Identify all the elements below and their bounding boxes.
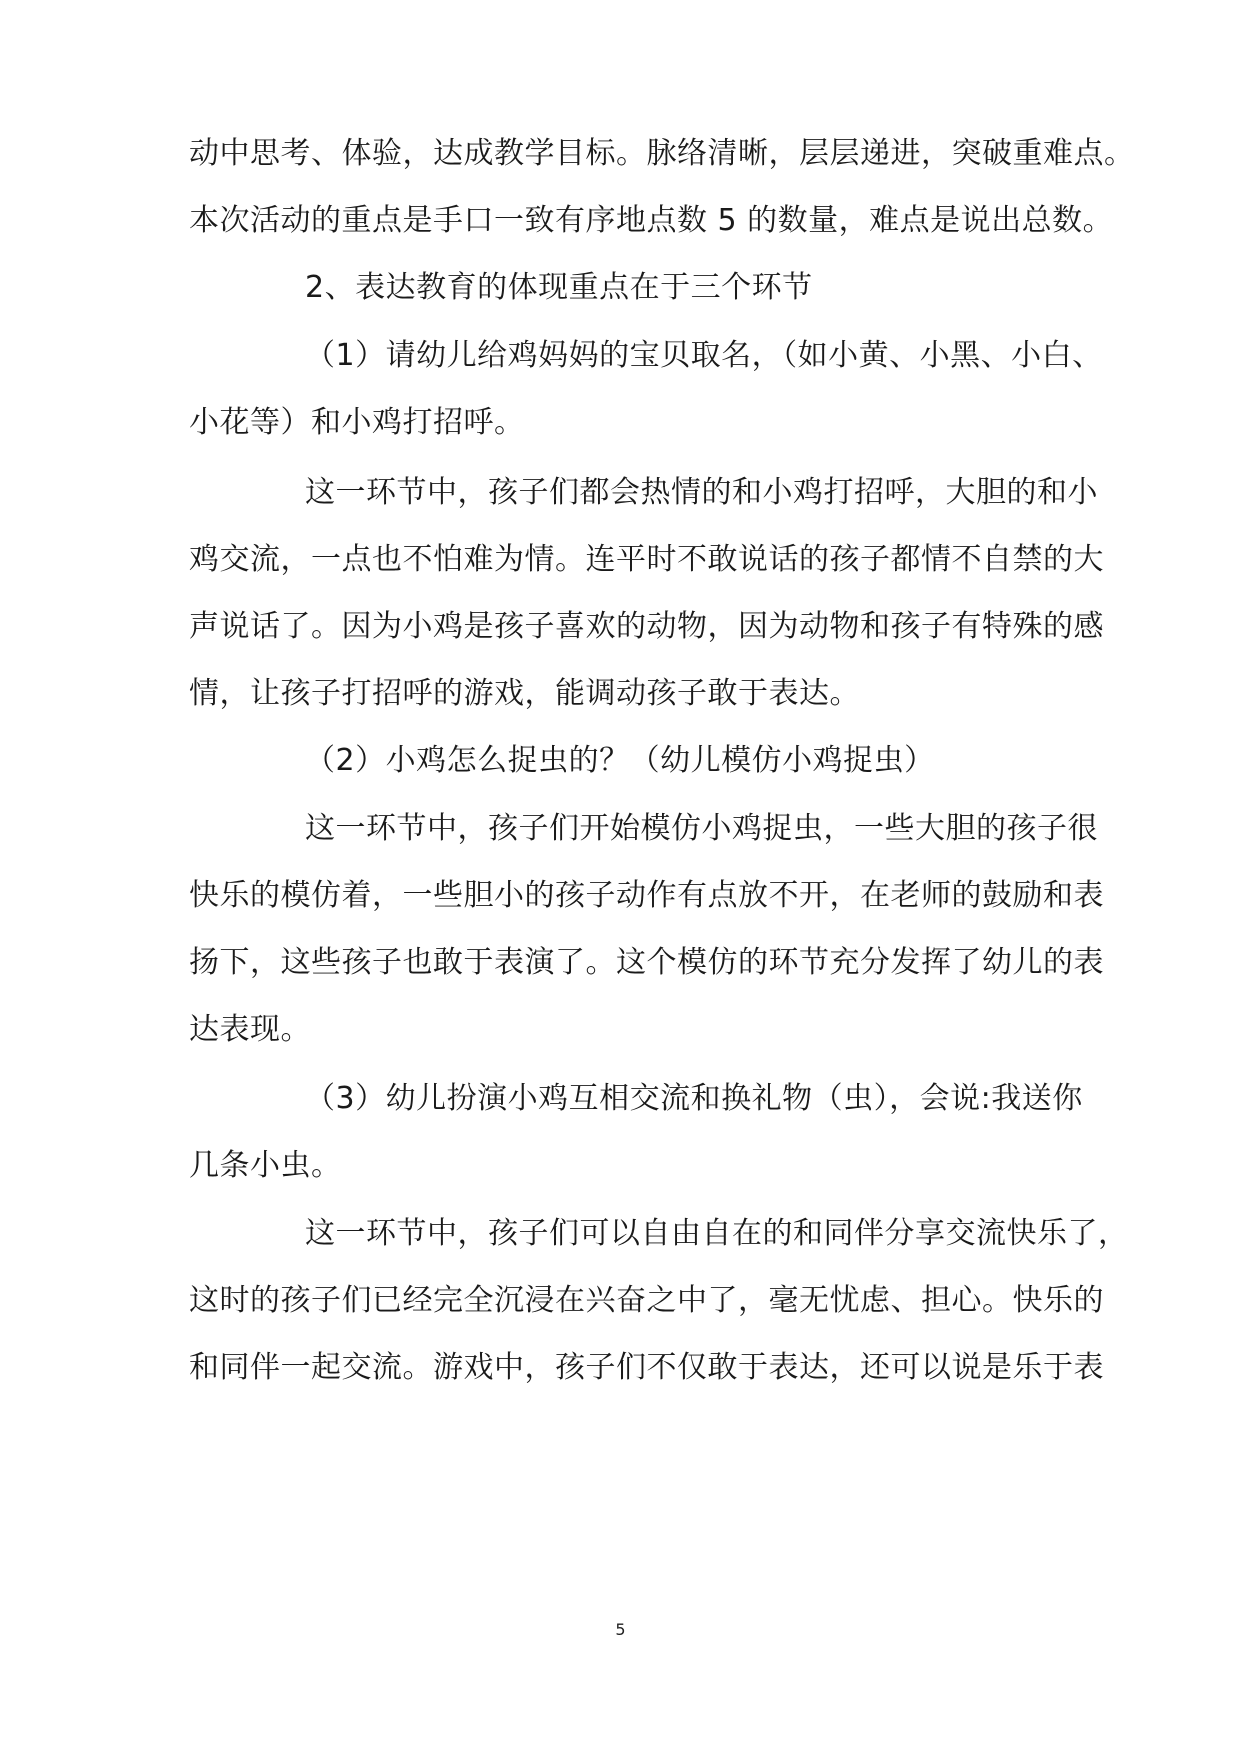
text-line: 鸡交流，一点也不怕难为情。连平时不敢说话的孩子都情不自禁的大 <box>189 542 1104 577</box>
text-line: 扬下，这些孩子也敢于表演了。这个模仿的环节充分发挥了幼儿的表 <box>189 945 1104 980</box>
text-line: 达表现。 <box>189 1012 311 1047</box>
paragraph-first-line: 这一环节中，孩子们可以自由自在的和同伴分享交流快乐了， <box>305 1216 1129 1251</box>
subsection-heading: （2）小鸡怎么捉虫的？（幼儿模仿小鸡捉虫） <box>305 743 935 778</box>
text-line: 小花等）和小鸡打招呼。 <box>189 405 525 440</box>
text-line: 快乐的模仿着，一些胆小的孩子动作有点放不开，在老师的鼓励和表 <box>189 878 1104 913</box>
text-line: 本次活动的重点是手口一致有序地点数 5 的数量，难点是说出总数。 <box>189 203 1114 238</box>
paragraph-first-line: 这一环节中，孩子们开始模仿小鸡捉虫，一些大胆的孩子很 <box>305 811 1098 846</box>
page-number: 5 <box>615 1620 626 1639</box>
text-line: 动中思考、体验，达成教学目标。脉络清晰，层层递进，突破重难点。 <box>189 136 1135 171</box>
section-heading: 2、表达教育的体现重点在于三个环节 <box>305 270 813 305</box>
text-line: 这时的孩子们已经完全沉浸在兴奋之中了，毫无忧虑、担心。快乐的 <box>189 1283 1104 1318</box>
paragraph-first-line: 这一环节中，孩子们都会热情的和小鸡打招呼，大胆的和小 <box>305 475 1098 510</box>
subsection-heading: （1）请幼儿给鸡妈妈的宝贝取名，（如小黄、小黑、小白、 <box>305 338 1103 373</box>
text-line: 情，让孩子打招呼的游戏，能调动孩子敢于表达。 <box>189 676 860 711</box>
subsection-heading: （3）幼儿扮演小鸡互相交流和换礼物（虫），会说:我送你 <box>305 1081 1083 1116</box>
text-line: 几条小虫。 <box>189 1148 342 1183</box>
text-line: 声说话了。因为小鸡是孩子喜欢的动物，因为动物和孩子有特殊的感 <box>189 609 1104 644</box>
text-line: 和同伴一起交流。游戏中，孩子们不仅敢于表达，还可以说是乐于表 <box>189 1350 1104 1385</box>
